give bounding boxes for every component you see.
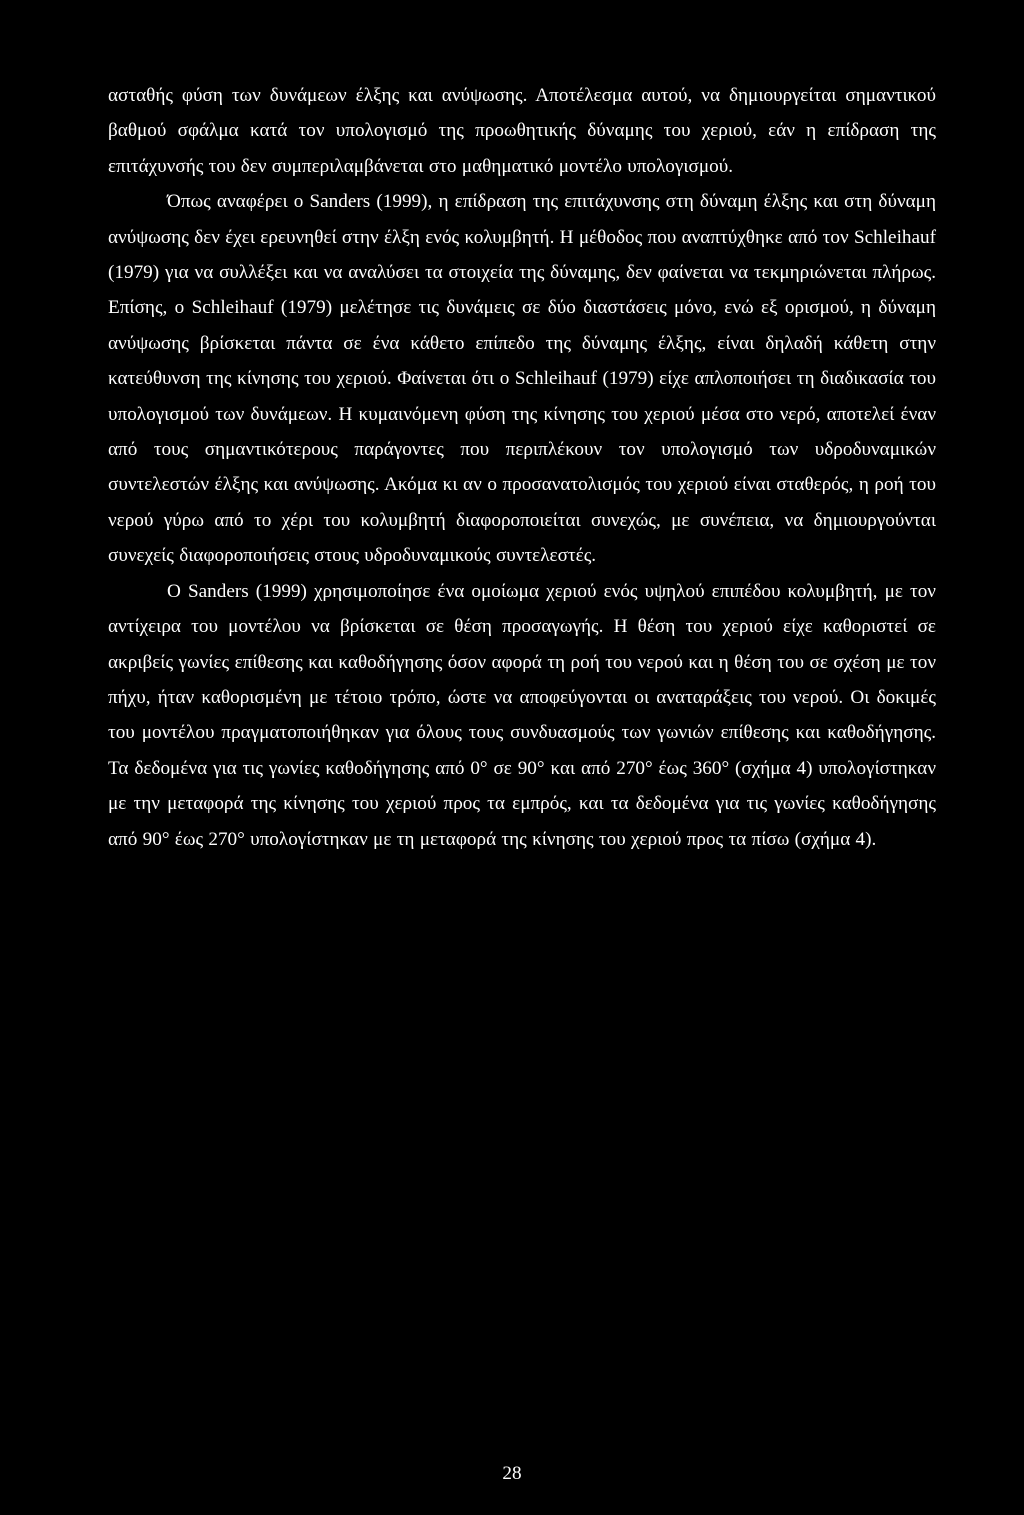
page-number: 28 (502, 1463, 522, 1484)
page-body (108, 78, 936, 857)
paragraph-1: ασταθής φύση των δυνάμεων έλξης και ανύψωσης. Αποτέλεσμα αυτού, να δημιουργείται σημαντικού βαθμού σφάλμα κατά τον υπολογισμό της προωθητικής δύναμης του χεριού, εάν η επίδραση της επιτάχυνσής του δεν συμπεριλαμβάνεται στο μαθηματικό μοντέλο υπολογισμού. (108, 85, 936, 177)
paragraph-3: Ο Sanders (1999) χρησιμοποίησε ένα ομοίωμα χεριού ενός υψηλού επιπέδου κολυμβητή, με τον αντίχειρα του μοντέλου να βρίσκεται σε θέση προσαγωγής. Η θέση του χεριού είχε καθοριστεί σε ακριβείς γωνίες επίθεσης και καθοδήγησης όσον αφορά τη ροή του νερού και η θέση του σε σχέση με τον πήχυ, ήταν καθορισμένη με τέτοιο τρόπο, ώστε να αποφεύγονται οι αναταράξεις του νερού. Οι δοκιμές του μοντέλου πραγματοποιήθηκαν για όλους τους συνδυασμούς των γωνιών επίθεσης και καθοδήγησης. Τα δεδομένα για τις γωνίες καθοδήγησης από 0° σε 90° και από 270° έως 360° (σχήμα 4) υπολογίστηκαν με την μεταφορά της κίνησης του χεριού προς τα εμπρός, και τα δεδομένα για τις γωνίες καθοδήγησης από 90° έως 270° υπολογίστηκαν με τη μεταφορά της κίνησης του χεριού προς τα πίσω (σχήμα 4). (108, 580, 936, 850)
paragraph-2: Όπως αναφέρει ο Sanders (1999), η επίδραση της επιτάχυνσης στη δύναμη έλξης και στη δύναμη ανύψωσης δεν έχει ερευνηθεί στην έλξη ενός κολυμβητή. Η μέθοδος που αναπτύχθηκε από τον Schleihauf (1979) για να συλλέξει και να αναλύσει τα στοιχεία της δύναμης, δεν φαίνεται να τεκμηριώνεται πλήρως. Επίσης, ο Schleihauf (1979) μελέτησε τις δυνάμεις σε δύο διαστάσεις μόνο, ενώ εξ ορισμού, η δύναμη ανύψωσης βρίσκεται πάντα σε ένα κάθετο επίπεδο της δύναμης έλξης, είναι δηλαδή κάθετη στην κατεύθυνση της κίνησης του χεριού. Φαίνεται ότι ο Schleihauf (1979) είχε απλοποιήσει τη διαδικασία του υπολογισμού των δυνάμεων. Η κυμαινόμενη φύση της κίνησης του χεριού μέσα στο νερό, αποτελεί έναν από τους σημαντικότερους παράγοντες που περιπλέκουν τον υπολογισμό των υδροδυναμικών συντελεστών έλξης και ανύψωσης. Ακόμα κι αν ο προσανατολισμός του χεριού είναι σταθερός, η ροή του νερού γύρω από το χέρι του κολυμβητή διαφοροποιείται συνεχώς, με συνέπεια, να δημιουργούνται συνεχείς διαφοροποιήσεις στους υδροδυναμικούς συντελεστές. (108, 191, 936, 567)
